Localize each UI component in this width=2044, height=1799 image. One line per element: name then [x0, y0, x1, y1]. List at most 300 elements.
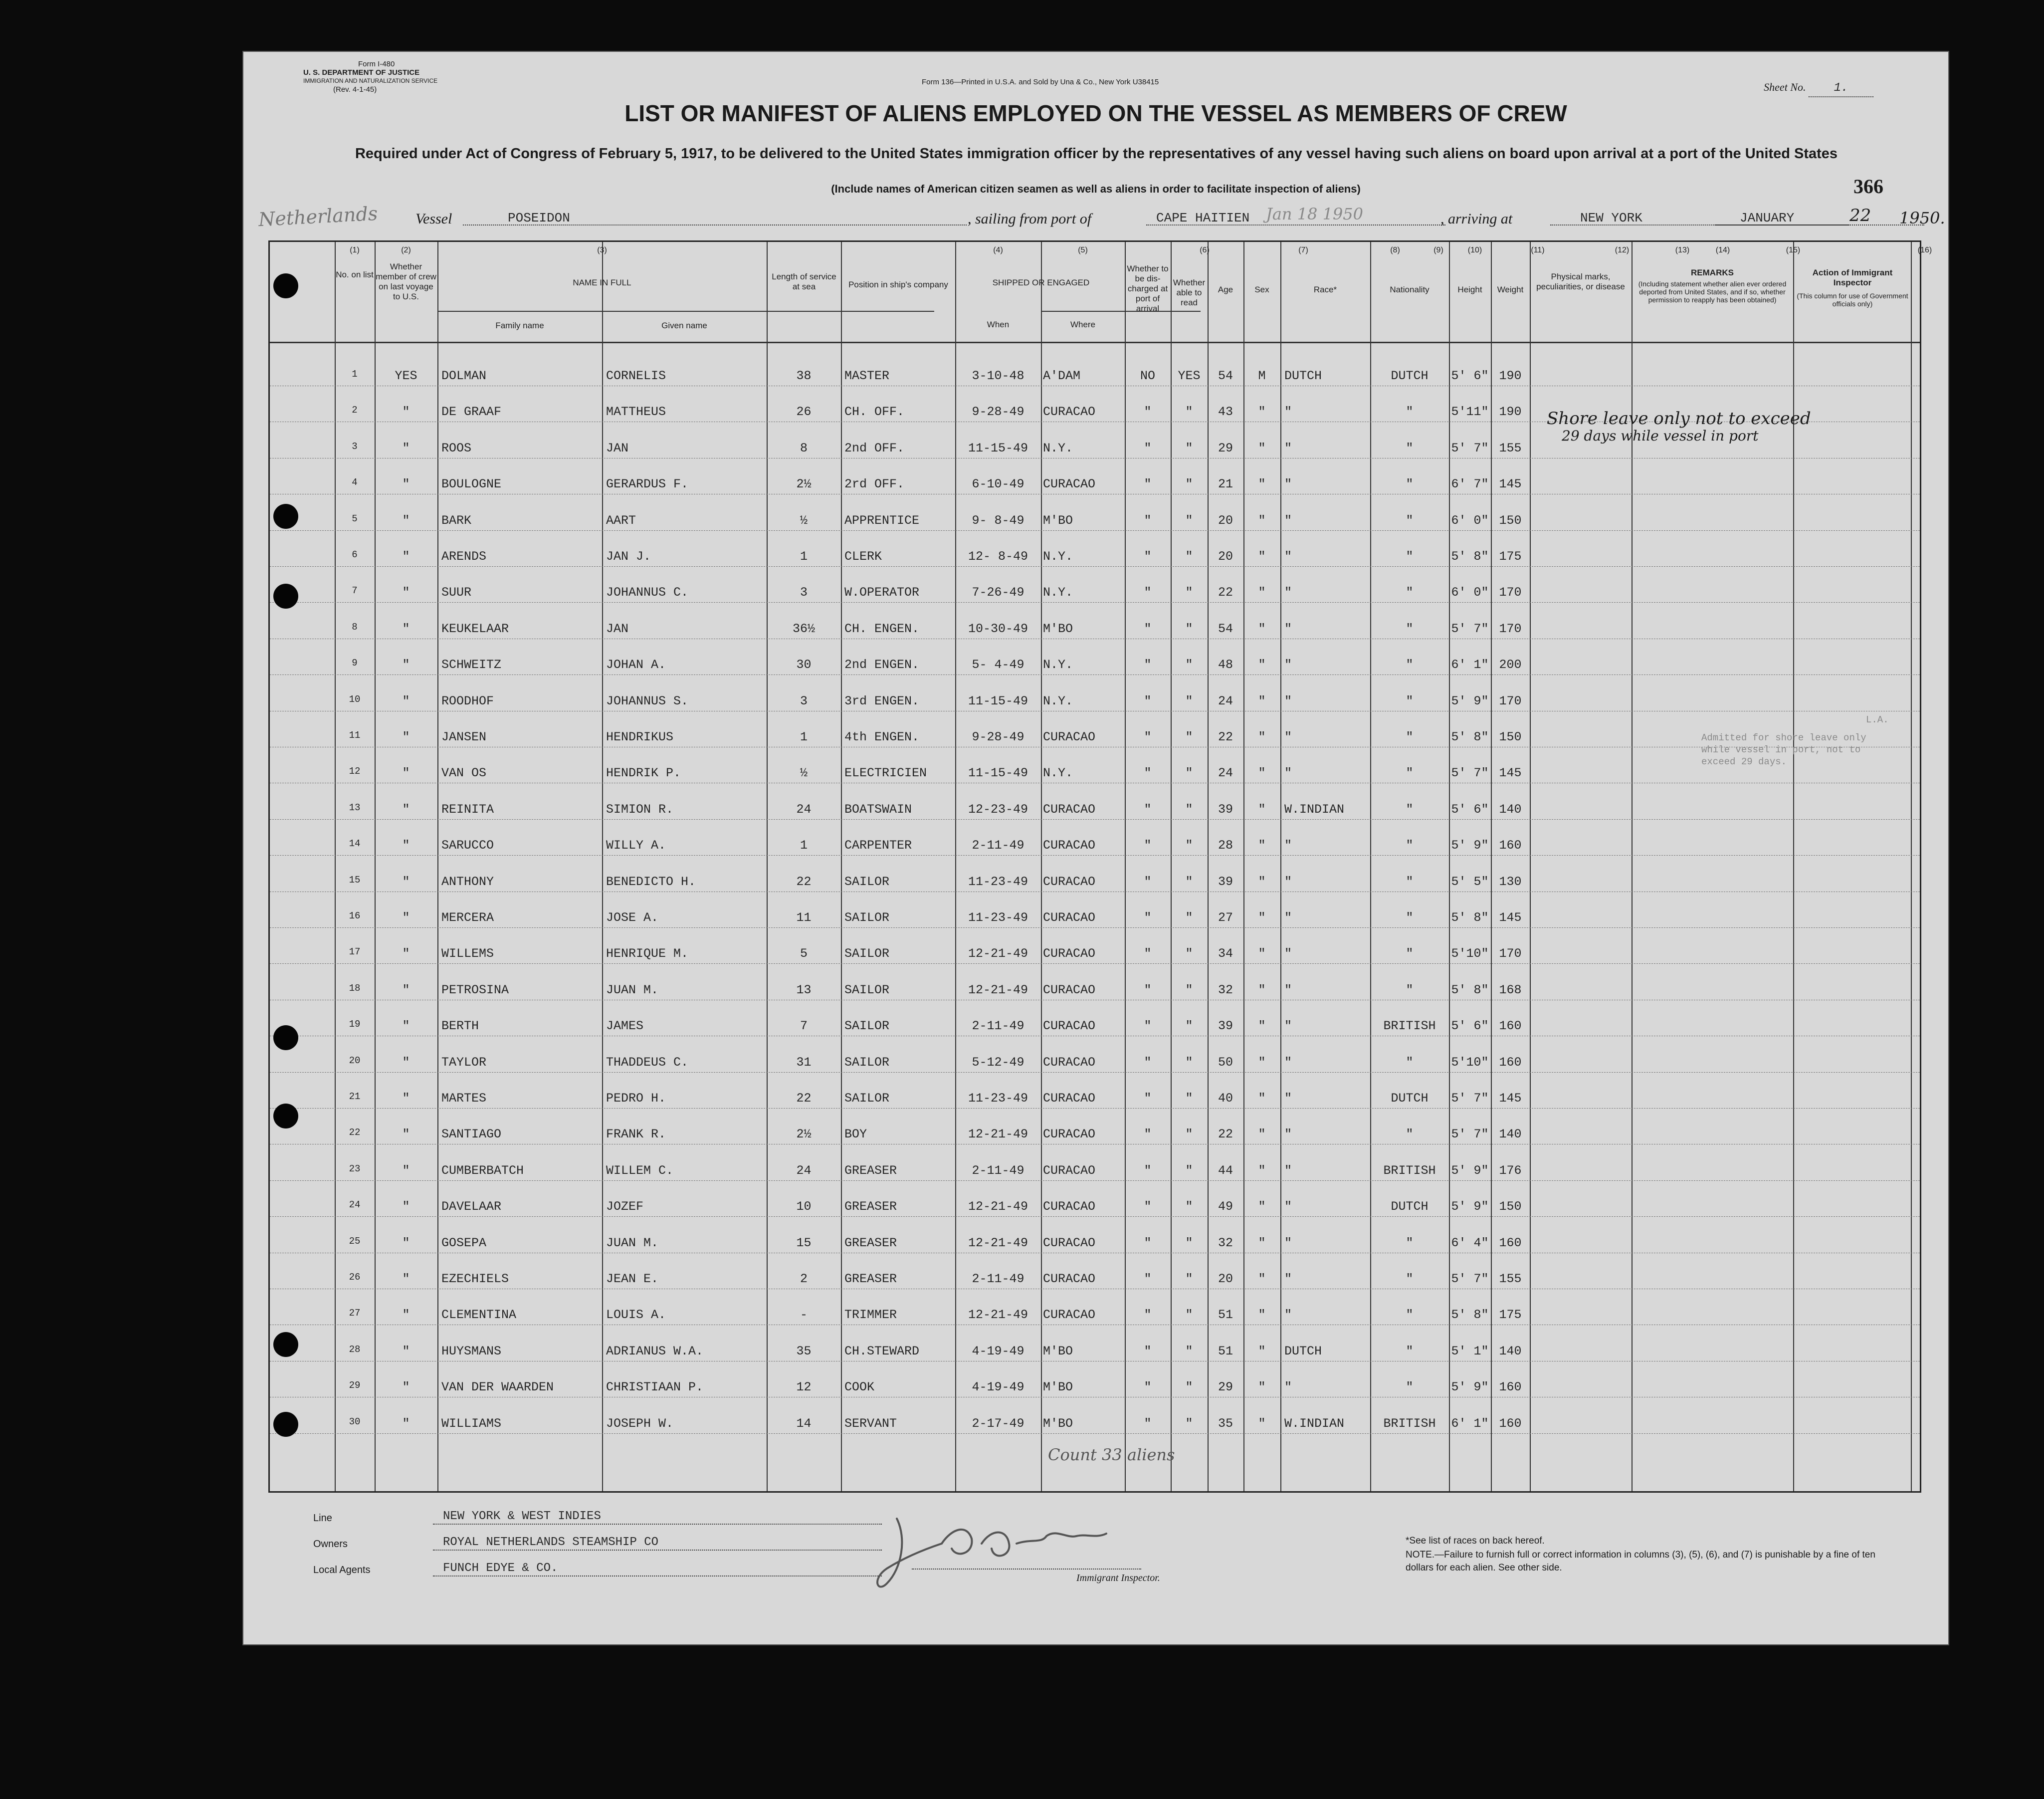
cell-read: "	[1185, 730, 1193, 744]
cell-race: "	[1284, 1308, 1292, 1323]
cell-discharged: "	[1144, 1163, 1152, 1178]
binder-hole	[273, 1332, 298, 1357]
cell-height: 5' 9"	[1451, 1380, 1489, 1395]
cell-no: 11	[349, 730, 361, 741]
cell-no: 27	[349, 1308, 361, 1319]
cell-where: CURACAO	[1043, 1272, 1096, 1286]
cell-given: JUAN M.	[606, 1235, 659, 1250]
cell-no: 18	[349, 982, 361, 994]
cell-age: 54	[1218, 369, 1233, 383]
cell-no: 24	[349, 1199, 361, 1211]
cell-sex: "	[1258, 838, 1266, 853]
cell-discharged: NO	[1140, 369, 1155, 383]
cell-sex: "	[1258, 405, 1266, 420]
remark-shore-leave-line2: 29 days while vessel in port	[1562, 428, 1759, 444]
cell-race: "	[1284, 549, 1292, 564]
cell-given: JAN	[606, 441, 629, 455]
sheet-label: Sheet No.	[1764, 81, 1806, 93]
cell-discharged: "	[1144, 1416, 1152, 1431]
cell-age: 20	[1218, 549, 1233, 564]
cell-when: 10-30-49	[968, 621, 1028, 636]
cell-given: SIMION R.	[606, 802, 674, 817]
cell-no: 12	[349, 766, 361, 777]
cell-discharged: "	[1144, 874, 1152, 889]
cell-where: A'DAM	[1043, 369, 1081, 383]
cell-last: YES	[395, 369, 417, 383]
cell-given: THADDEUS C.	[606, 1055, 689, 1070]
cell-weight: 145	[1499, 910, 1522, 925]
col-num-14: (14)	[1715, 246, 1730, 254]
cell-weight: 160	[1499, 1380, 1522, 1395]
cell-when: 11-23-49	[968, 910, 1028, 925]
cell-race: "	[1284, 477, 1292, 492]
stamp-line-3: exceed 29 days.	[1701, 756, 1787, 767]
printer-line: Form 136—Printed in U.S.A. and Sold by Una & Co., New York U38415	[922, 78, 1159, 86]
cell-discharged: "	[1144, 1019, 1152, 1034]
cell-age: 34	[1218, 946, 1233, 961]
cell-age: 22	[1218, 730, 1233, 744]
cell-position: SAILOR	[844, 982, 890, 997]
cell-nationality: "	[1406, 549, 1414, 564]
cell-position: 2nd ENGEN.	[844, 658, 920, 673]
cell-when: 2-11-49	[972, 838, 1024, 853]
sheet-number-field	[1764, 81, 1873, 97]
cell-weight: 140	[1499, 1344, 1522, 1358]
cell-sex: "	[1258, 693, 1266, 708]
cell-discharged: "	[1144, 802, 1152, 817]
cell-read: "	[1185, 1091, 1193, 1106]
col-num-6: (6)	[1200, 246, 1210, 254]
cell-where: CURACAO	[1043, 982, 1096, 997]
department-name: U. S. DEPARTMENT OF JUSTICE	[303, 68, 420, 77]
cell-sex: M	[1258, 369, 1266, 383]
cell-race: "	[1284, 621, 1292, 636]
cell-nationality: "	[1406, 982, 1414, 997]
cell-height: 5' 9"	[1451, 1199, 1489, 1214]
cell-race: "	[1284, 1055, 1292, 1070]
cell-read: "	[1185, 1127, 1193, 1142]
remark-shore-leave-line1: Shore leave only not to exceed	[1547, 409, 1811, 429]
cell-when: 11-23-49	[968, 874, 1028, 889]
col-num-8: (8)	[1390, 246, 1400, 254]
cell-position: BOATSWAIN	[844, 802, 912, 817]
cell-nationality: BRITISH	[1383, 1163, 1436, 1178]
cell-weight: 170	[1499, 621, 1522, 636]
cell-nationality: BRITISH	[1383, 1019, 1436, 1034]
cell-given: HENRIQUE M.	[606, 946, 689, 961]
cell-weight: 140	[1499, 1127, 1522, 1142]
cell-family: DAVELAAR	[441, 1199, 502, 1214]
cell-where: N.Y.	[1043, 549, 1073, 564]
inspector-label: Immigrant Inspector.	[1076, 1573, 1160, 1583]
cell-sex: "	[1258, 1055, 1266, 1070]
cell-service: 38	[796, 369, 812, 383]
hdr-when: When	[987, 320, 1010, 329]
cell-discharged: "	[1144, 1380, 1152, 1395]
hdr-no-on-list: No. on list	[336, 270, 374, 279]
cell-height: 6' 7"	[1451, 477, 1489, 492]
hdr-name-in-full: NAME IN FULL	[573, 278, 631, 287]
cell-service: 2½	[796, 477, 812, 492]
hdr-given-name: Given name	[661, 321, 707, 330]
cell-last: "	[402, 730, 410, 744]
cell-no: 25	[349, 1235, 361, 1247]
cell-discharged: "	[1144, 513, 1152, 528]
cell-when: 12-21-49	[968, 1235, 1028, 1250]
cell-last: "	[402, 766, 410, 781]
cell-height: 6' 1"	[1451, 658, 1489, 673]
cell-position: MASTER	[844, 369, 890, 383]
cell-nationality: "	[1406, 658, 1414, 673]
cell-height: 5'10"	[1451, 946, 1489, 961]
row-rule	[270, 1180, 1920, 1181]
cell-weight: 145	[1499, 766, 1522, 781]
form-number: Form I-480	[358, 60, 395, 68]
cell-weight: 170	[1499, 946, 1522, 961]
cell-age: 54	[1218, 621, 1233, 636]
cell-discharged: "	[1144, 1199, 1152, 1214]
arriving-label: , arriving at	[1440, 211, 1513, 227]
cell-weight: 160	[1499, 838, 1522, 853]
cell-where: CURACAO	[1043, 405, 1096, 420]
cell-family: ROODHOF	[441, 693, 494, 708]
cell-last: "	[402, 1199, 410, 1214]
cell-no: 26	[349, 1272, 361, 1283]
cell-race: "	[1284, 658, 1292, 673]
cell-position: CLERK	[844, 549, 882, 564]
cell-last: "	[402, 982, 410, 997]
cell-family: BARK	[441, 513, 472, 528]
cell-when: 12-21-49	[968, 1308, 1028, 1323]
cell-sex: "	[1258, 1163, 1266, 1178]
cell-discharged: "	[1144, 658, 1152, 673]
cell-last: "	[402, 658, 410, 673]
cell-given: WILLEM C.	[606, 1163, 674, 1178]
col-num-4: (4)	[993, 246, 1003, 254]
cell-weight: 190	[1499, 369, 1522, 383]
cell-family: TAYLOR	[441, 1055, 487, 1070]
cell-last: "	[402, 1272, 410, 1286]
hdr-sex: Sex	[1254, 285, 1269, 294]
cell-read: "	[1185, 1199, 1193, 1214]
cell-discharged: "	[1144, 693, 1152, 708]
cell-discharged: "	[1144, 585, 1152, 600]
cell-no: 4	[352, 477, 358, 488]
cell-where: N.Y.	[1043, 658, 1073, 673]
col-num-13: (13)	[1675, 246, 1690, 254]
cell-position: SAILOR	[844, 946, 890, 961]
cell-position: APPRENTICE	[844, 513, 920, 528]
cell-when: 12-21-49	[968, 1199, 1028, 1214]
cell-where: CURACAO	[1043, 1308, 1096, 1323]
cell-where: CURACAO	[1043, 946, 1096, 961]
cell-position: 2nd OFF.	[844, 441, 905, 455]
cell-read: "	[1185, 838, 1193, 853]
cell-discharged: "	[1144, 1055, 1152, 1070]
footer-owners-label: Owners	[313, 1539, 348, 1550]
cell-position: ELECTRICIEN	[844, 766, 927, 781]
cell-height: 5'10"	[1451, 1055, 1489, 1070]
form-revision: (Rev. 4-1-45)	[333, 85, 377, 94]
cell-family: HUYSMANS	[441, 1344, 502, 1358]
stamp-initials: L.A.	[1866, 714, 1889, 725]
cell-race: "	[1284, 585, 1292, 600]
col-num-10: (10)	[1467, 246, 1482, 254]
cell-age: 22	[1218, 585, 1233, 600]
cell-service: 22	[796, 1091, 812, 1106]
cell-given: ADRIANUS W.A.	[606, 1344, 704, 1358]
cell-nationality: "	[1406, 693, 1414, 708]
cell-position: GREASER	[844, 1163, 897, 1178]
cell-service: 15	[796, 1235, 812, 1250]
cell-service: ½	[800, 513, 808, 528]
hdr-action: Action of Immigrant Inspector	[1812, 268, 1893, 287]
cell-weight: 155	[1499, 441, 1522, 455]
cell-service: 36½	[792, 621, 815, 636]
note-failure: NOTE.—Failure to furnish full or correct information in columns (3), (5), (6), and (7) is punishable by a fine of ten dollars for each alien. See other side.	[1406, 1550, 1875, 1573]
cell-service: 7	[800, 1019, 808, 1034]
cell-given: JUAN M.	[606, 982, 659, 997]
cell-where: CURACAO	[1043, 1127, 1096, 1142]
cell-when: 9- 8-49	[972, 513, 1024, 528]
cell-age: 43	[1218, 405, 1233, 420]
cell-discharged: "	[1144, 621, 1152, 636]
cell-service: 11	[796, 910, 812, 925]
cell-height: 5' 8"	[1451, 982, 1489, 997]
cell-age: 51	[1218, 1344, 1233, 1358]
cell-height: 6' 0"	[1451, 513, 1489, 528]
cell-weight: 200	[1499, 658, 1522, 673]
cell-discharged: "	[1144, 730, 1152, 744]
cell-no: 2	[352, 405, 358, 416]
cell-height: 5' 9"	[1451, 693, 1489, 708]
cell-race: "	[1284, 1019, 1292, 1034]
manifest-title: LIST OR MANIFEST OF ALIENS EMPLOYED ON THE VESSEL AS MEMBERS OF CREW	[624, 100, 1567, 126]
cell-family: VAN DER WAARDEN	[441, 1380, 554, 1395]
cell-discharged: "	[1144, 1344, 1152, 1358]
cell-age: 50	[1218, 1055, 1233, 1070]
cell-given: JOSE A.	[606, 910, 659, 925]
hdr-remarks: REMARKS	[1691, 268, 1734, 277]
cell-no: 30	[349, 1416, 361, 1427]
handwritten-netherlands: Netherlands	[258, 202, 379, 231]
cell-family: MARTES	[441, 1091, 487, 1106]
cell-weight: 170	[1499, 693, 1522, 708]
cell-read: "	[1185, 585, 1193, 600]
cell-family: MERCERA	[441, 910, 494, 925]
cell-no: 19	[349, 1019, 361, 1030]
cell-sex: "	[1258, 513, 1266, 528]
cell-given: FRANK R.	[606, 1127, 666, 1142]
cell-family: ROOS	[441, 441, 472, 455]
cell-last: "	[402, 585, 410, 600]
row-rule	[270, 855, 1920, 856]
cell-sex: "	[1258, 1199, 1266, 1214]
cell-sex: "	[1258, 1308, 1266, 1323]
cell-discharged: "	[1144, 910, 1152, 925]
cell-sex: "	[1258, 1380, 1266, 1395]
cell-last: "	[402, 838, 410, 853]
cell-sex: "	[1258, 910, 1266, 925]
cell-where: N.Y.	[1043, 766, 1073, 781]
cell-nationality: "	[1406, 802, 1414, 817]
cell-where: N.Y.	[1043, 441, 1073, 455]
manifest-subtitle: Required under Act of Congress of February 5, 1917, to be delivered to the United States immigration officer by the representatives of any vessel having such aliens on board upon arrival at a port of the United States	[355, 146, 1838, 162]
row-rule	[270, 1216, 1920, 1217]
cell-given: BENEDICTO H.	[606, 874, 696, 889]
cell-position: SAILOR	[844, 1019, 890, 1034]
cell-read: "	[1185, 982, 1193, 997]
cell-sex: "	[1258, 658, 1266, 673]
cell-where: M'BO	[1043, 1416, 1073, 1431]
cell-read: "	[1185, 1055, 1193, 1070]
cell-age: 27	[1218, 910, 1233, 925]
manifest-sheet	[242, 51, 1949, 1645]
cell-height: 5' 8"	[1451, 910, 1489, 925]
cell-age: 24	[1218, 693, 1233, 708]
crew-table	[268, 240, 1932, 1493]
row-rule	[270, 963, 1920, 964]
cell-age: 24	[1218, 766, 1233, 781]
cell-family: DOLMAN	[441, 369, 487, 383]
cell-last: "	[402, 513, 410, 528]
cell-no: 9	[352, 658, 358, 669]
cell-read: "	[1185, 1380, 1193, 1395]
cell-given: JOZEF	[606, 1199, 644, 1214]
cell-where: M'BO	[1043, 621, 1073, 636]
cell-position: SAILOR	[844, 910, 890, 925]
cell-where: CURACAO	[1043, 874, 1096, 889]
cell-where: CURACAO	[1043, 910, 1096, 925]
cell-sex: "	[1258, 477, 1266, 492]
cell-given: JOSEPH W.	[606, 1416, 674, 1431]
cell-height: 5' 8"	[1451, 730, 1489, 744]
col-num-5: (5)	[1078, 246, 1088, 254]
cell-race: "	[1284, 405, 1292, 420]
hdr-shipped-or-engaged: SHIPPED OR ENGAGED	[992, 278, 1090, 287]
cell-service: 3	[800, 585, 808, 600]
cell-service: 1	[800, 549, 808, 564]
cell-service: 26	[796, 405, 812, 420]
row-rule	[270, 530, 1920, 531]
binder-hole	[273, 504, 298, 529]
vessel-name: POSEIDON	[463, 211, 967, 225]
cell-read: "	[1185, 1344, 1193, 1358]
row-rule	[270, 819, 1920, 820]
cell-sex: "	[1258, 1235, 1266, 1250]
hdr-family-name: Family name	[495, 321, 544, 330]
cell-discharged: "	[1144, 1091, 1152, 1106]
cell-given: JAN J.	[606, 549, 651, 564]
cell-where: N.Y.	[1043, 693, 1073, 708]
cell-last: "	[402, 405, 410, 420]
inspector-signature-line	[912, 1569, 1141, 1570]
cell-given: JOHAN A.	[606, 658, 666, 673]
cell-where: CURACAO	[1043, 1091, 1096, 1106]
cell-height: 5' 7"	[1451, 621, 1489, 636]
cell-last: "	[402, 549, 410, 564]
cell-discharged: "	[1144, 477, 1152, 492]
hdr-position: Position in ship's company	[848, 280, 948, 289]
cell-when: 12- 8-49	[968, 549, 1028, 564]
binder-hole	[273, 1104, 298, 1128]
cell-nationality: "	[1406, 621, 1414, 636]
cell-service: 12	[796, 1380, 812, 1395]
cell-weight: 160	[1499, 1416, 1522, 1431]
cell-family: CUMBERBATCH	[441, 1163, 524, 1178]
cell-read: "	[1185, 621, 1193, 636]
cell-discharged: "	[1144, 441, 1152, 455]
cell-nationality: BRITISH	[1383, 1416, 1436, 1431]
sailing-label: , sailing from port of	[968, 211, 1092, 227]
cell-read: "	[1185, 1163, 1193, 1178]
cell-height: 5' 6"	[1451, 1019, 1489, 1034]
cell-read: "	[1185, 693, 1193, 708]
cell-family: ARENDS	[441, 549, 487, 564]
cell-height: 5'11"	[1451, 405, 1489, 420]
cell-when: 5-12-49	[972, 1055, 1024, 1070]
cell-height: 5' 7"	[1451, 766, 1489, 781]
cell-race: "	[1284, 1091, 1292, 1106]
cell-where: CURACAO	[1043, 477, 1096, 492]
vessel-label: Vessel	[415, 211, 452, 227]
cell-height: 5' 8"	[1451, 549, 1489, 564]
cell-last: "	[402, 1416, 410, 1431]
cell-discharged: "	[1144, 982, 1152, 997]
cell-race: "	[1284, 1235, 1292, 1250]
cell-where: CURACAO	[1043, 730, 1096, 744]
cell-given: HENDRIKUS	[606, 730, 674, 744]
cell-given: JAN	[606, 621, 629, 636]
cell-last: "	[402, 1380, 410, 1395]
cell-where: CURACAO	[1043, 1019, 1096, 1034]
cell-nationality: "	[1406, 1235, 1414, 1250]
cell-when: 2-11-49	[972, 1272, 1024, 1286]
cell-sex: "	[1258, 1019, 1266, 1034]
cell-age: 48	[1218, 658, 1233, 673]
handwritten-count-note: Count 33 aliens	[1048, 1445, 1175, 1464]
row-rule	[270, 927, 1920, 928]
binder-hole	[273, 584, 298, 609]
cell-last: "	[402, 693, 410, 708]
cell-read: "	[1185, 441, 1193, 455]
cell-position: SERVANT	[844, 1416, 897, 1431]
cell-height: 5' 6"	[1451, 369, 1489, 383]
cell-race: "	[1284, 1380, 1292, 1395]
cell-family: SUUR	[441, 585, 472, 600]
cell-when: 11-15-49	[968, 766, 1028, 781]
cell-where: M'BO	[1043, 513, 1073, 528]
cell-no: 3	[352, 441, 358, 452]
cell-age: 51	[1218, 1308, 1233, 1323]
cell-nationality: "	[1406, 1272, 1414, 1286]
cell-weight: 160	[1499, 1235, 1522, 1250]
cell-family: WILLIAMS	[441, 1416, 502, 1431]
cell-race: "	[1284, 982, 1292, 997]
cell-service: 31	[796, 1055, 812, 1070]
service-name: IMMIGRATION AND NATURALIZATION SERVICE	[303, 77, 438, 84]
cell-position: GREASER	[844, 1272, 897, 1286]
hdr-where: Where	[1070, 320, 1096, 329]
cell-discharged: "	[1144, 1272, 1152, 1286]
cell-race: DUTCH	[1284, 1344, 1322, 1358]
hdr-physical-marks: Physical marks, peculiarities, or disease	[1536, 272, 1625, 291]
cell-last: "	[402, 910, 410, 925]
cell-sex: "	[1258, 982, 1266, 997]
cell-age: 29	[1218, 1380, 1233, 1395]
cell-when: 4-19-49	[972, 1380, 1024, 1395]
cell-family: GOSEPA	[441, 1235, 487, 1250]
